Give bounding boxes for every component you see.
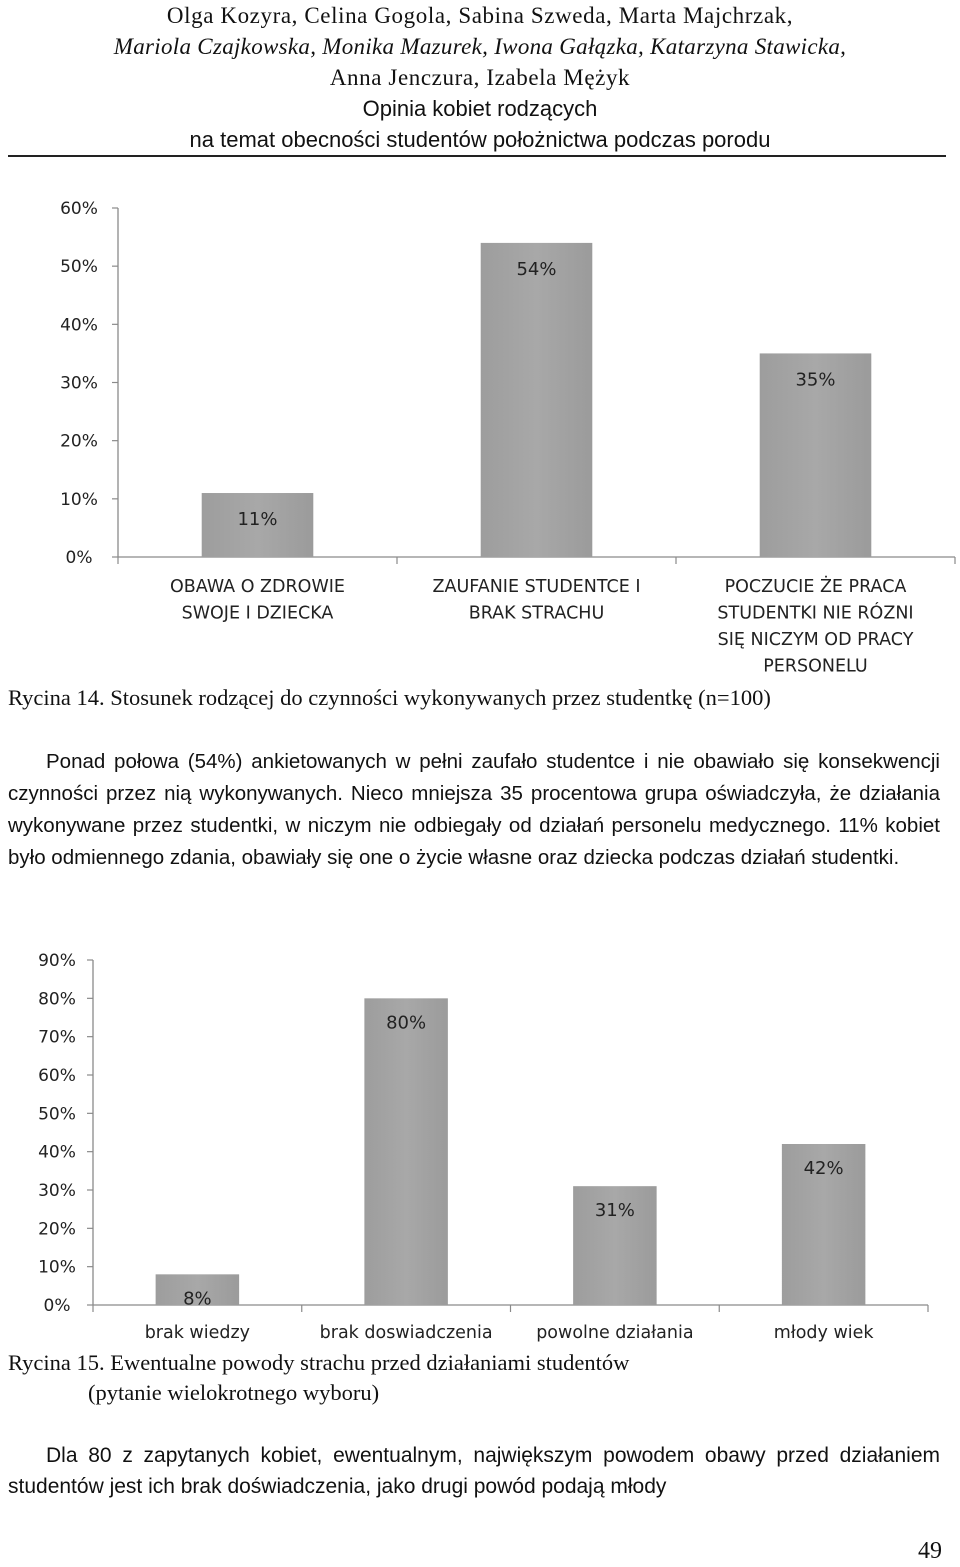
category-label: STUDENTKI NIE RÓZNI: [717, 603, 914, 624]
data-label: 8%: [183, 1288, 212, 1310]
data-label: 31%: [594, 1200, 635, 1222]
y-tick-label: 70%: [38, 1027, 76, 1048]
y-tick-label: 50%: [38, 1104, 76, 1125]
y-tick-label: 40%: [38, 1142, 76, 1163]
figure-15-caption-line-2: (pytanie wielokrotnego wyboru): [88, 1380, 380, 1405]
category-label: brak doswiadczenia: [319, 1323, 493, 1343]
paragraph-1: [8, 746, 940, 874]
running-title-line-1: Opinia kobiet rodzących: [362, 96, 598, 121]
data-label: 80%: [386, 1012, 427, 1034]
bar: [481, 243, 593, 557]
y-tick-label: 10%: [60, 489, 98, 510]
figure-14-caption: Rycina 14. Stosunek rodzącej do czynności wykonywanych przez studentkę (n=100): [8, 685, 771, 710]
authors-line-1: Olga Kozyra, Celina Gogola, Sabina Szweda, Marta Majchrzak,: [166, 3, 794, 28]
y-tick-label: 20%: [60, 431, 98, 452]
category-label: brak wiedzy: [144, 1323, 251, 1343]
y-tick-label: 40%: [60, 315, 98, 336]
running-title-line-2: na temat obecności studentów położnictwa podczas porodu: [189, 127, 771, 152]
paragraph-2: Dla 80 z zapytanych kobiet, ewentualnym, największym powodem obawy przed działaniem studentów jest ich brak doświadczenia, jako drugi powód podają młody: [8, 1444, 940, 1498]
header-rule: [8, 155, 946, 157]
y-tick-label: 50%: [60, 257, 98, 278]
y-tick-label: 60%: [60, 199, 98, 219]
page-header: [0, 0, 960, 155]
data-label: 35%: [795, 369, 836, 391]
category-label: ZAUFANIE STUDENTCE I: [432, 577, 641, 597]
data-label: 42%: [803, 1158, 844, 1179]
figure-14-chart: [0, 185, 960, 680]
data-label: 54%: [516, 258, 557, 280]
category-label: SIĘ NICZYM OD PRACY: [717, 630, 914, 650]
data-label: 11%: [237, 509, 278, 531]
y-tick-label: 30%: [60, 373, 98, 394]
category-label: powolne działania: [536, 1323, 694, 1343]
y-tick-label: 0%: [65, 548, 93, 568]
category-label: SWOJE I DZIECKA: [181, 603, 334, 624]
bar: [364, 998, 448, 1305]
y-tick-label: 30%: [38, 1181, 76, 1201]
y-tick-label: 10%: [38, 1257, 76, 1278]
y-tick-label: 60%: [38, 1066, 76, 1086]
y-tick-label: 80%: [38, 989, 76, 1010]
category-label: PERSONELU: [763, 656, 868, 677]
category-label: OBAWA O ZDROWIE: [170, 577, 345, 597]
category-label: BRAK STRACHU: [468, 603, 605, 624]
figure-15-chart: [0, 945, 960, 1350]
y-tick-label: 0%: [43, 1296, 71, 1316]
authors-line-2: Mariola Czajkowska, Monika Mazurek, Iwona Gałązka, Katarzyna Stawicka,: [113, 34, 847, 59]
category-label: POCZUCIE ŻE PRACA: [724, 577, 907, 597]
category-label: młody wiek: [773, 1323, 874, 1343]
figure-15-caption-line-1: Rycina 15. Ewentualne powody strachu przed działaniami studentów: [8, 1350, 630, 1375]
y-tick-label: 20%: [38, 1219, 76, 1240]
y-tick-label: 90%: [38, 951, 76, 971]
paragraph-1-text: Ponad połowa (54%) ankietowanych w pełni zaufało studentce i nie obawiało się konsekwencji czynności przez nią wykonywanych. Nieco mniejsza 35 procentowa grupa oświadczyła, że działania wykonywane przez studentki, w niczym nie odbiegały od działań personelu medycznego. 11% kobiet było odmiennego zdania, obawiały się one o życie własne oraz dziecka podczas działań studentki.: [8, 750, 940, 869]
authors-line-3: Anna Jenczura, Izabela Mężyk: [329, 65, 631, 90]
page-number: 49: [918, 1538, 942, 1564]
